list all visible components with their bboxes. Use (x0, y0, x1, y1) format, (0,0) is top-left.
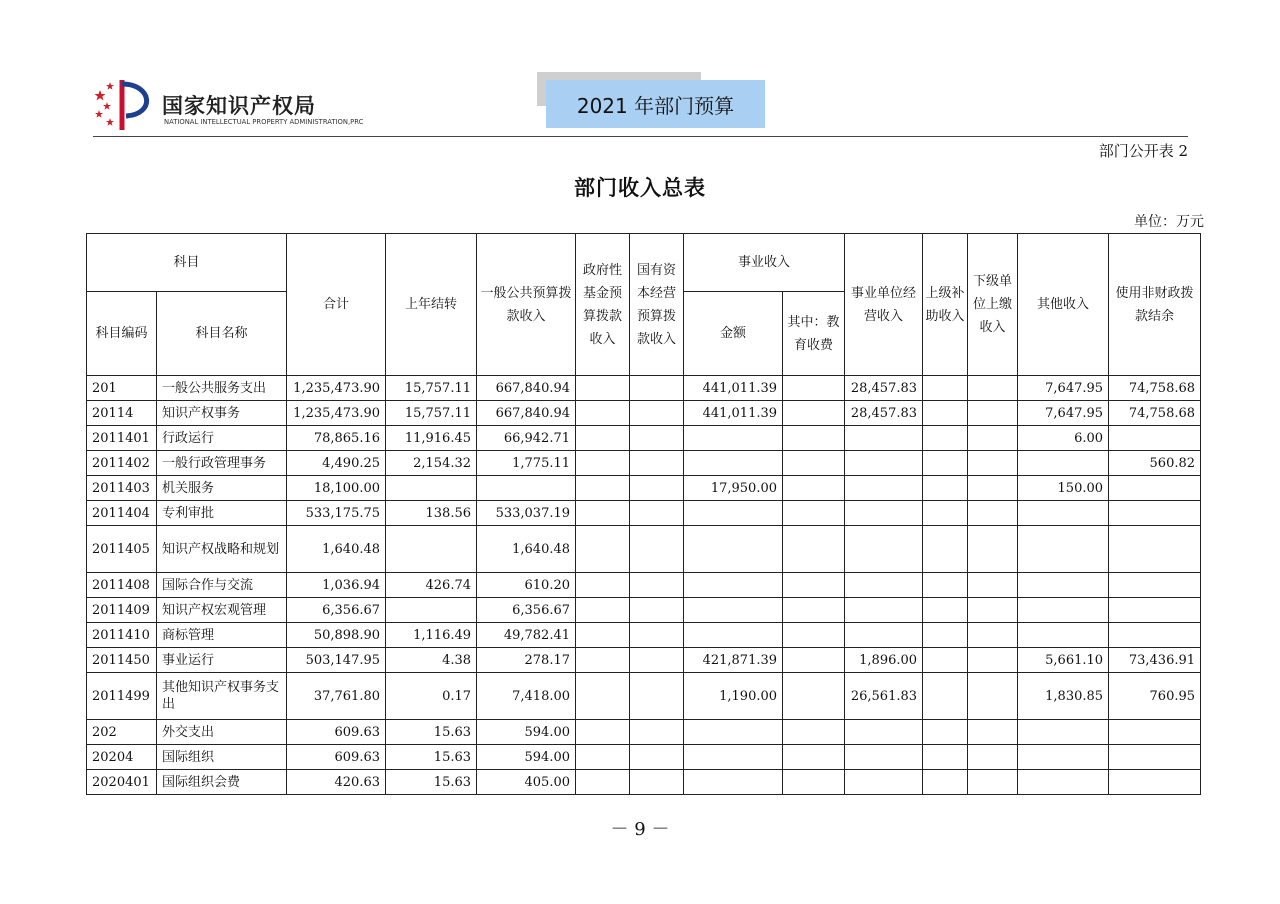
table-row (87, 598, 1201, 623)
cell-gov-fund (576, 598, 630, 623)
cell-biz-amount (684, 770, 783, 795)
cell-balance (1109, 598, 1201, 623)
cell-biz-edu (783, 401, 845, 426)
cell-upper (923, 673, 968, 720)
header-subject: 科目 (87, 234, 287, 292)
cell-state-capital (630, 476, 684, 501)
cell-total: 503,147.95 (287, 648, 386, 673)
cell-upper (923, 501, 968, 526)
cell-name: 一般公共服务支出 (157, 376, 287, 401)
cell-biz-edu (783, 501, 845, 526)
cell-general: 1,775.11 (477, 451, 576, 476)
income-table (86, 233, 1201, 795)
cell-upper (923, 623, 968, 648)
cell-gov-fund (576, 745, 630, 770)
org-emblem-icon (92, 76, 158, 132)
cell-balance (1109, 745, 1201, 770)
cell-general: 1,640.48 (477, 526, 576, 573)
cell-carryover (386, 526, 477, 573)
cell-biz-amount (684, 598, 783, 623)
cell-unit-op (845, 526, 923, 573)
header-total: 合计 (287, 234, 386, 376)
cell-unit-op (845, 745, 923, 770)
cell-unit-op (845, 573, 923, 598)
table-row (87, 673, 1201, 720)
cell-lower (968, 401, 1018, 426)
cell-biz-edu (783, 673, 845, 720)
cell-upper (923, 376, 968, 401)
cell-other (1018, 573, 1109, 598)
cell-biz-edu (783, 623, 845, 648)
cell-state-capital (630, 770, 684, 795)
cell-general: 7,418.00 (477, 673, 576, 720)
header-carryover: 上年结转 (386, 234, 477, 376)
cell-gov-fund (576, 673, 630, 720)
cell-name: 商标管理 (157, 623, 287, 648)
cell-carryover: 15,757.11 (386, 376, 477, 401)
cell-gov-fund (576, 623, 630, 648)
cell-lower (968, 648, 1018, 673)
cell-unit-op: 28,457.83 (845, 401, 923, 426)
page-number: － 9 － (610, 819, 670, 840)
cell-unit-op (845, 451, 923, 476)
cell-biz-amount: 441,011.39 (684, 376, 783, 401)
cell-upper (923, 401, 968, 426)
cell-biz-amount (684, 451, 783, 476)
cell-gov-fund (576, 401, 630, 426)
cell-unit-op (845, 623, 923, 648)
cell-balance: 74,758.68 (1109, 376, 1201, 401)
header-code: 科目编码 (87, 292, 157, 376)
cell-balance (1109, 426, 1201, 451)
cell-lower (968, 426, 1018, 451)
table-row (87, 476, 1201, 501)
cell-balance (1109, 501, 1201, 526)
cell-total: 4,490.25 (287, 451, 386, 476)
cell-lower (968, 673, 1018, 720)
cell-gov-fund (576, 376, 630, 401)
cell-gov-fund (576, 476, 630, 501)
cell-state-capital (630, 526, 684, 573)
cell-biz-amount: 441,011.39 (684, 401, 783, 426)
cell-lower (968, 598, 1018, 623)
cell-balance (1109, 476, 1201, 501)
cell-general: 594.00 (477, 745, 576, 770)
cell-unit-op (845, 770, 923, 795)
cell-other: 6.00 (1018, 426, 1109, 451)
cell-name: 其他知识产权事务支出 (157, 673, 287, 720)
cell-name: 知识产权宏观管理 (157, 598, 287, 623)
cell-gov-fund (576, 501, 630, 526)
table-row (87, 770, 1201, 795)
cell-gov-fund (576, 648, 630, 673)
cell-balance: 74,758.68 (1109, 401, 1201, 426)
table-row (87, 623, 1201, 648)
table-row (87, 501, 1201, 526)
cell-name: 事业运行 (157, 648, 287, 673)
cell-state-capital (630, 623, 684, 648)
cell-name: 行政运行 (157, 426, 287, 451)
cell-biz-edu (783, 745, 845, 770)
cell-biz-amount (684, 623, 783, 648)
cell-upper (923, 745, 968, 770)
cell-gov-fund (576, 720, 630, 745)
cell-biz-amount (684, 501, 783, 526)
cell-lower (968, 623, 1018, 648)
cell-gov-fund (576, 770, 630, 795)
cell-name: 知识产权事务 (157, 401, 287, 426)
header-business-edu: 其中：教育收费 (783, 292, 845, 376)
cell-state-capital (630, 598, 684, 623)
cell-balance (1109, 770, 1201, 795)
cell-unit-op: 26,561.83 (845, 673, 923, 720)
cell-other (1018, 501, 1109, 526)
cell-code: 2011404 (87, 501, 157, 526)
cell-upper (923, 770, 968, 795)
cell-biz-edu (783, 476, 845, 501)
table-number: 部门公开表 2 (1098, 142, 1188, 160)
cell-biz-edu (783, 526, 845, 573)
cell-total: 609.63 (287, 720, 386, 745)
cell-upper (923, 476, 968, 501)
cell-biz-amount (684, 745, 783, 770)
cell-total: 609.63 (287, 745, 386, 770)
cell-total: 420.63 (287, 770, 386, 795)
cell-total: 1,235,473.90 (287, 401, 386, 426)
header-divider (93, 136, 1188, 137)
cell-general: 405.00 (477, 770, 576, 795)
unit-label: 单位：万元 (1134, 214, 1204, 230)
header-upper-subsidy: 上级补助收入 (923, 234, 968, 376)
cell-name: 专利审批 (157, 501, 287, 526)
cell-unit-op (845, 476, 923, 501)
cell-name: 国际组织会费 (157, 770, 287, 795)
cell-code: 20204 (87, 745, 157, 770)
cell-biz-edu (783, 573, 845, 598)
header-unit-operation: 事业单位经营收入 (845, 234, 923, 376)
cell-upper (923, 598, 968, 623)
cell-biz-amount: 421,871.39 (684, 648, 783, 673)
cell-carryover: 15,757.11 (386, 401, 477, 426)
cell-code: 2011410 (87, 623, 157, 648)
cell-general: 667,840.94 (477, 376, 576, 401)
cell-upper (923, 526, 968, 573)
cell-carryover: 2,154.32 (386, 451, 477, 476)
cell-code: 2011409 (87, 598, 157, 623)
header-business-amount: 金额 (684, 292, 783, 376)
table-row (87, 648, 1201, 673)
cell-unit-op (845, 720, 923, 745)
cell-carryover: 426.74 (386, 573, 477, 598)
cell-code: 202 (87, 720, 157, 745)
cell-general: 533,037.19 (477, 501, 576, 526)
table-body (87, 376, 1201, 795)
cell-code: 2011408 (87, 573, 157, 598)
cell-biz-amount: 1,190.00 (684, 673, 783, 720)
cell-total: 37,761.80 (287, 673, 386, 720)
cell-other (1018, 770, 1109, 795)
cell-other: 7,647.95 (1018, 401, 1109, 426)
cell-general: 667,840.94 (477, 401, 576, 426)
cell-unit-op (845, 598, 923, 623)
table-row (87, 401, 1201, 426)
cell-code: 2011402 (87, 451, 157, 476)
cell-carryover: 15.63 (386, 745, 477, 770)
cell-total: 78,865.16 (287, 426, 386, 451)
cell-state-capital (630, 376, 684, 401)
org-name-cn: 国家知识产权局 (162, 94, 316, 118)
cell-name: 知识产权战略和规划 (157, 526, 287, 573)
cell-other (1018, 720, 1109, 745)
cell-carryover: 15.63 (386, 720, 477, 745)
cell-name: 国际合作与交流 (157, 573, 287, 598)
cell-other: 7,647.95 (1018, 376, 1109, 401)
header-lower-remit: 下级单位上缴收入 (968, 234, 1018, 376)
cell-upper (923, 451, 968, 476)
cell-biz-edu (783, 426, 845, 451)
cell-biz-edu (783, 770, 845, 795)
cell-balance: 73,436.91 (1109, 648, 1201, 673)
cell-other (1018, 623, 1109, 648)
cell-lower (968, 476, 1018, 501)
cell-general: 49,782.41 (477, 623, 576, 648)
cell-state-capital (630, 648, 684, 673)
cell-other (1018, 526, 1109, 573)
cell-state-capital (630, 426, 684, 451)
cell-total: 50,898.90 (287, 623, 386, 648)
cell-lower (968, 501, 1018, 526)
cell-code: 2011401 (87, 426, 157, 451)
cell-lower (968, 770, 1018, 795)
cell-carryover: 138.56 (386, 501, 477, 526)
page-title: 部门收入总表 (574, 176, 706, 200)
cell-carryover (386, 598, 477, 623)
cell-state-capital (630, 673, 684, 720)
cell-total: 18,100.00 (287, 476, 386, 501)
header-name: 科目名称 (157, 292, 287, 376)
cell-balance (1109, 720, 1201, 745)
cell-balance (1109, 623, 1201, 648)
cell-carryover: 11,916.45 (386, 426, 477, 451)
cell-state-capital (630, 401, 684, 426)
banner-title: 2021 年部门预算 (546, 80, 765, 128)
cell-biz-amount (684, 573, 783, 598)
cell-other: 5,661.10 (1018, 648, 1109, 673)
cell-lower (968, 451, 1018, 476)
org-name-en: NATIONAL INTELLECTUAL PROPERTY ADMINISTRATION,PRC (164, 118, 364, 126)
cell-biz-edu (783, 720, 845, 745)
cell-biz-edu (783, 376, 845, 401)
cell-general (477, 476, 576, 501)
cell-unit-op: 28,457.83 (845, 376, 923, 401)
org-logo (92, 76, 402, 132)
cell-state-capital (630, 745, 684, 770)
cell-code: 2020401 (87, 770, 157, 795)
cell-upper (923, 648, 968, 673)
cell-code: 2011403 (87, 476, 157, 501)
cell-carryover: 0.17 (386, 673, 477, 720)
header-state-capital: 国有资本经营预算拨款收入 (630, 234, 684, 376)
cell-gov-fund (576, 451, 630, 476)
cell-carryover: 4.38 (386, 648, 477, 673)
cell-state-capital (630, 573, 684, 598)
cell-other: 150.00 (1018, 476, 1109, 501)
cell-state-capital (630, 501, 684, 526)
cell-lower (968, 720, 1018, 745)
cell-name: 机关服务 (157, 476, 287, 501)
table-row (87, 376, 1201, 401)
cell-balance: 560.82 (1109, 451, 1201, 476)
cell-biz-edu (783, 451, 845, 476)
cell-unit-op: 1,896.00 (845, 648, 923, 673)
cell-gov-fund (576, 426, 630, 451)
table-row (87, 451, 1201, 476)
cell-code: 20114 (87, 401, 157, 426)
cell-total: 1,640.48 (287, 526, 386, 573)
cell-upper (923, 573, 968, 598)
cell-total: 1,235,473.90 (287, 376, 386, 401)
cell-carryover: 1,116.49 (386, 623, 477, 648)
cell-general: 66,942.71 (477, 426, 576, 451)
cell-biz-amount (684, 426, 783, 451)
cell-biz-amount (684, 526, 783, 573)
cell-other (1018, 451, 1109, 476)
cell-other (1018, 598, 1109, 623)
cell-gov-fund (576, 526, 630, 573)
cell-code: 201 (87, 376, 157, 401)
cell-unit-op (845, 426, 923, 451)
cell-lower (968, 745, 1018, 770)
cell-carryover: 15.63 (386, 770, 477, 795)
cell-name: 一般行政管理事务 (157, 451, 287, 476)
cell-upper (923, 720, 968, 745)
cell-general: 6,356.67 (477, 598, 576, 623)
cell-state-capital (630, 720, 684, 745)
header-nonfiscal-balance: 使用非财政拨款结余 (1109, 234, 1201, 376)
cell-other: 1,830.85 (1018, 673, 1109, 720)
cell-lower (968, 573, 1018, 598)
cell-code: 2011405 (87, 526, 157, 573)
cell-general: 594.00 (477, 720, 576, 745)
cell-total: 1,036.94 (287, 573, 386, 598)
cell-general: 610.20 (477, 573, 576, 598)
table-row (87, 573, 1201, 598)
table-row (87, 745, 1201, 770)
cell-balance: 760.95 (1109, 673, 1201, 720)
header-general-budget: 一般公共预算拨款收入 (477, 234, 576, 376)
cell-name: 外交支出 (157, 720, 287, 745)
table-row (87, 426, 1201, 451)
cell-state-capital (630, 451, 684, 476)
cell-upper (923, 426, 968, 451)
table-row (87, 526, 1201, 573)
cell-total: 6,356.67 (287, 598, 386, 623)
cell-unit-op (845, 501, 923, 526)
cell-biz-amount: 17,950.00 (684, 476, 783, 501)
cell-balance (1109, 526, 1201, 573)
cell-general: 278.17 (477, 648, 576, 673)
cell-biz-edu (783, 648, 845, 673)
cell-code: 2011450 (87, 648, 157, 673)
header-other-income: 其他收入 (1018, 234, 1109, 376)
cell-biz-edu (783, 598, 845, 623)
cell-other (1018, 745, 1109, 770)
cell-lower (968, 526, 1018, 573)
cell-carryover (386, 476, 477, 501)
header-business-income: 事业收入 (684, 234, 845, 292)
cell-total: 533,175.75 (287, 501, 386, 526)
cell-name: 国际组织 (157, 745, 287, 770)
cell-lower (968, 376, 1018, 401)
cell-biz-amount (684, 720, 783, 745)
table-row (87, 720, 1201, 745)
header-gov-fund: 政府性基金预算拨款收入 (576, 234, 630, 376)
cell-code: 2011499 (87, 673, 157, 720)
cell-gov-fund (576, 573, 630, 598)
cell-balance (1109, 573, 1201, 598)
